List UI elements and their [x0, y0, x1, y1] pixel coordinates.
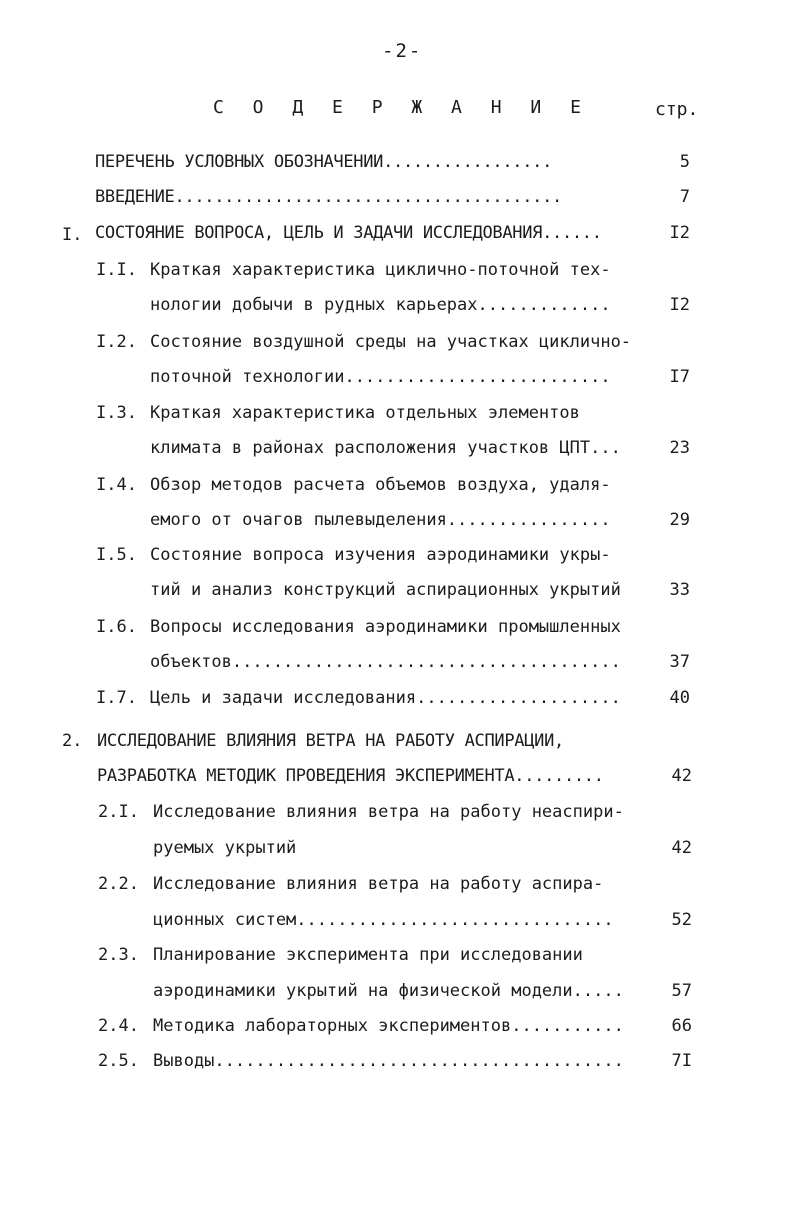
section-1-5-number: I.5.	[96, 545, 137, 565]
page-column-label: стр.	[655, 99, 699, 120]
toc-entry-abbreviations: ПЕРЕЧЕНЬ УСЛОВНЫХ ОБОЗНАЧЕНИИ.................	[95, 152, 553, 172]
section-1-6-page: 37	[669, 652, 690, 672]
section-2-2-line2: ционных систем...............................	[153, 910, 614, 930]
section-1-2-line1: Состояние воздушной среды на участках циклично-	[150, 332, 632, 352]
section-2-3-line2: аэродинамики укрытий на физической модели.....	[153, 981, 624, 1001]
section-1-7-number: I.7.	[96, 688, 137, 708]
toc-page-introduction: 7	[679, 187, 690, 207]
section-1-6-line2: объектов......................................	[150, 652, 621, 672]
section-1-3-number: I.3.	[96, 403, 137, 423]
chapter-1-number: I.	[62, 225, 83, 245]
section-1-3-line1: Краткая характеристика отдельных элементов	[150, 403, 580, 423]
section-2-1-line2: руемых укрытий	[153, 838, 297, 858]
toc-title: С О Д Е Р Ж А Н И Е	[213, 97, 590, 118]
section-2-4-line1: Методика лабораторных экспериментов...........	[153, 1016, 624, 1036]
section-1-3-line2: климата в районах расположения участков ЦПТ...	[150, 438, 621, 458]
chapter-2-title-line2: РАЗРАБОТКА МЕТОДИК ПРОВЕДЕНИЯ ЭКСПЕРИМЕНТА.........	[97, 766, 604, 786]
section-2-3-line1: Планирование эксперимента при исследовании	[153, 945, 583, 965]
chapter-2-number: 2.	[62, 731, 83, 751]
section-1-3-page: 23	[669, 438, 690, 458]
section-1-5-line1: Состояние вопроса изучения аэродинамики укры-	[150, 545, 611, 565]
chapter-1-page: I2	[669, 223, 690, 243]
section-2-2-line1: Исследование влияния ветра на работу аспира-	[153, 874, 604, 894]
section-1-1-page: I2	[669, 295, 690, 315]
section-1-7-line1: Цель и задачи исследования....................	[150, 688, 621, 708]
section-1-2-number: I.2.	[96, 332, 137, 352]
section-2-5-number: 2.5.	[98, 1051, 139, 1071]
section-2-5-line1: Выводы........................................	[153, 1051, 624, 1071]
section-2-4-number: 2.4.	[98, 1016, 139, 1036]
section-2-2-number: 2.2.	[98, 874, 139, 894]
section-2-3-page: 57	[671, 981, 692, 1001]
section-1-5-line2: тий и анализ конструкций аспирационных укрытий	[150, 580, 621, 600]
section-1-5-page: 33	[669, 580, 690, 600]
section-2-1-page: 42	[671, 838, 692, 858]
section-2-1-number: 2.I.	[98, 802, 139, 822]
section-1-6-line1: Вопросы исследования аэродинамики промышленных	[150, 617, 621, 637]
section-1-4-number: I.4.	[96, 475, 137, 495]
section-2-4-page: 66	[671, 1016, 692, 1036]
section-1-1-number: I.I.	[96, 260, 137, 280]
chapter-1-title: СОСТОЯНИЕ ВОПРОСА, ЦЕЛЬ И ЗАДАЧИ ИССЛЕДОВАНИЯ......	[95, 223, 602, 243]
page-number: -2-	[382, 40, 423, 62]
section-1-7-page: 40	[669, 688, 690, 708]
chapter-2-title-line1: ИССЛЕДОВАНИЕ ВЛИЯНИЯ ВЕТРА НА РАБОТУ АСПИРАЦИИ,	[97, 731, 564, 751]
section-2-3-number: 2.3.	[98, 945, 139, 965]
section-1-6-number: I.6.	[96, 617, 137, 637]
section-2-2-page: 52	[671, 910, 692, 930]
chapter-2-page: 42	[671, 766, 692, 786]
section-2-1-line1: Исследование влияния ветра на работу неаспири-	[153, 802, 624, 822]
section-1-4-page: 29	[669, 510, 690, 530]
section-1-1-line1: Краткая характеристика циклично-поточной тех-	[150, 260, 611, 280]
section-1-2-line2: поточной технологии..........................	[150, 367, 611, 387]
section-1-2-page: I7	[669, 367, 690, 387]
section-1-4-line2: емого от очагов пылевыделения................	[150, 510, 611, 530]
section-2-5-page: 7I	[671, 1051, 692, 1071]
section-1-1-line2: нологии добычи в рудных карьерах.............	[150, 295, 611, 315]
toc-entry-introduction: ВВЕДЕНИЕ.......................................	[95, 187, 562, 207]
section-1-4-line1: Обзор методов расчета объемов воздуха, удаля-	[150, 475, 611, 495]
toc-page-abbreviations: 5	[679, 152, 690, 172]
